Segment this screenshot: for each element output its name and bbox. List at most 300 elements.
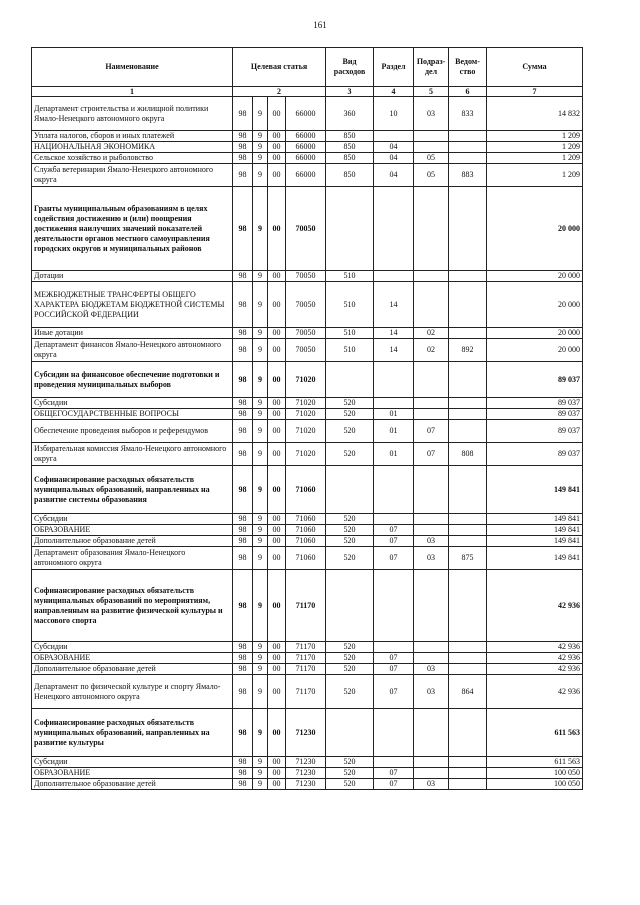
- table-row: [32, 271, 583, 282]
- agency-code: [449, 570, 487, 642]
- agency-code: [449, 420, 487, 443]
- table-row: [32, 164, 583, 187]
- expense-type: 510: [326, 282, 374, 328]
- agency-code: [449, 768, 487, 779]
- amount: 89 037: [487, 420, 583, 443]
- target-code-program: 98: [233, 757, 253, 768]
- target-code-program: 98: [233, 409, 253, 420]
- target-code-group: 00: [268, 514, 286, 525]
- target-code-program: 98: [233, 675, 253, 709]
- target-code-item: 70050: [286, 339, 326, 362]
- header-exp-type: Вид расходов: [326, 48, 374, 87]
- target-code-program: 98: [233, 642, 253, 653]
- section-code: [374, 570, 414, 642]
- target-code-program: 98: [233, 664, 253, 675]
- amount: 89 037: [487, 409, 583, 420]
- target-code-group: 00: [268, 570, 286, 642]
- target-code-program: 98: [233, 420, 253, 443]
- amount: 20 000: [487, 339, 583, 362]
- agency-code: [449, 153, 487, 164]
- target-code-item: 70050: [286, 282, 326, 328]
- table-row: [32, 570, 583, 642]
- section-code: 07: [374, 547, 414, 570]
- subsection-code: 07: [414, 420, 449, 443]
- header-section: Раздел: [374, 48, 414, 87]
- table-row: [32, 709, 583, 757]
- amount: 149 841: [487, 547, 583, 570]
- subsection-code: [414, 142, 449, 153]
- row-name: Софинансирование расходных обязательств муниципальных образований по мероприятиям, направленным на развитие физической культуры и массового спорта: [32, 570, 233, 642]
- header-agency: Ведом-ство: [449, 48, 487, 87]
- target-code-program: 98: [233, 653, 253, 664]
- agency-code: 883: [449, 164, 487, 187]
- target-code-item: 71060: [286, 547, 326, 570]
- subsection-code: [414, 271, 449, 282]
- target-code-item: 66000: [286, 131, 326, 142]
- target-code-sub: 9: [253, 131, 268, 142]
- target-code-sub: 9: [253, 420, 268, 443]
- row-name: Департамент образования Ямало-Ненецкого автономного округа: [32, 547, 233, 570]
- table-row: [32, 768, 583, 779]
- agency-code: [449, 282, 487, 328]
- target-code-item: 71060: [286, 514, 326, 525]
- expense-type: 520: [326, 536, 374, 547]
- expense-type: 520: [326, 514, 374, 525]
- target-code-sub: 9: [253, 362, 268, 398]
- amount: 89 037: [487, 398, 583, 409]
- target-code-program: 98: [233, 514, 253, 525]
- row-name: Уплата налогов, сборов и иных платежей: [32, 131, 233, 142]
- target-code-item: 71020: [286, 362, 326, 398]
- expense-type: 520: [326, 642, 374, 653]
- table-row: [32, 362, 583, 398]
- target-code-program: 98: [233, 282, 253, 328]
- target-code-group: 00: [268, 142, 286, 153]
- subsection-code: 03: [414, 779, 449, 790]
- table-row: [32, 547, 583, 570]
- expense-type: 850: [326, 153, 374, 164]
- agency-code: [449, 328, 487, 339]
- target-code-sub: 9: [253, 443, 268, 466]
- target-code-sub: 9: [253, 187, 268, 271]
- row-name: Субсидии: [32, 642, 233, 653]
- expense-type: 850: [326, 142, 374, 153]
- target-code-program: 98: [233, 131, 253, 142]
- target-code-sub: 9: [253, 282, 268, 328]
- target-code-group: 00: [268, 187, 286, 271]
- amount: 20 000: [487, 328, 583, 339]
- subsection-code: [414, 525, 449, 536]
- target-code-item: 71230: [286, 779, 326, 790]
- target-code-program: 98: [233, 97, 253, 131]
- target-code-program: 98: [233, 547, 253, 570]
- section-code: [374, 398, 414, 409]
- subsection-code: 02: [414, 328, 449, 339]
- amount: 42 936: [487, 570, 583, 642]
- section-code: 07: [374, 664, 414, 675]
- target-code-program: 98: [233, 328, 253, 339]
- target-code-item: 71170: [286, 664, 326, 675]
- target-code-group: 00: [268, 153, 286, 164]
- expense-type: 360: [326, 97, 374, 131]
- amount: 20 000: [487, 282, 583, 328]
- amount: 89 037: [487, 362, 583, 398]
- table-row: [32, 525, 583, 536]
- target-code-group: 00: [268, 664, 286, 675]
- subsection-code: [414, 131, 449, 142]
- section-code: 01: [374, 409, 414, 420]
- table-row: [32, 443, 583, 466]
- target-code-sub: 9: [253, 664, 268, 675]
- header-target: Целевая статья: [233, 48, 326, 87]
- section-code: [374, 362, 414, 398]
- expense-type: [326, 570, 374, 642]
- target-code-sub: 9: [253, 339, 268, 362]
- budget-table: [31, 47, 583, 790]
- subsection-code: [414, 653, 449, 664]
- expense-type: 510: [326, 271, 374, 282]
- target-code-item: 66000: [286, 97, 326, 131]
- amount: 611 563: [487, 757, 583, 768]
- target-code-program: 98: [233, 466, 253, 514]
- target-code-program: 98: [233, 339, 253, 362]
- row-name: Департамент строительства и жилищной политики Ямало-Ненецкого автономного округа: [32, 97, 233, 131]
- expense-type: 520: [326, 525, 374, 536]
- agency-code: [449, 142, 487, 153]
- target-code-group: 00: [268, 420, 286, 443]
- target-code-group: 00: [268, 466, 286, 514]
- target-code-program: 98: [233, 153, 253, 164]
- target-code-sub: 9: [253, 164, 268, 187]
- table-row: [32, 409, 583, 420]
- target-code-group: 00: [268, 97, 286, 131]
- agency-code: [449, 466, 487, 514]
- row-name: Софинансирование расходных обязательств муниципальных образований, направленных на развитие культуры: [32, 709, 233, 757]
- target-code-group: 00: [268, 271, 286, 282]
- subsection-code: [414, 757, 449, 768]
- subsection-code: [414, 768, 449, 779]
- section-code: 10: [374, 97, 414, 131]
- subsection-code: 03: [414, 547, 449, 570]
- table-row: [32, 339, 583, 362]
- amount: 1 209: [487, 153, 583, 164]
- table-row: [32, 131, 583, 142]
- table-row: [32, 664, 583, 675]
- target-code-item: 66000: [286, 164, 326, 187]
- target-code-sub: 9: [253, 709, 268, 757]
- amount: 1 209: [487, 142, 583, 153]
- target-code-sub: 9: [253, 757, 268, 768]
- section-code: [374, 271, 414, 282]
- target-code-sub: 9: [253, 675, 268, 709]
- target-code-item: 71020: [286, 443, 326, 466]
- expense-type: [326, 187, 374, 271]
- expense-type: [326, 362, 374, 398]
- subsection-code: [414, 466, 449, 514]
- section-code: 07: [374, 536, 414, 547]
- target-code-item: 71020: [286, 420, 326, 443]
- section-code: [374, 131, 414, 142]
- amount: 42 936: [487, 675, 583, 709]
- agency-code: [449, 131, 487, 142]
- section-code: 07: [374, 675, 414, 709]
- target-code-item: 71230: [286, 757, 326, 768]
- target-code-sub: 9: [253, 768, 268, 779]
- amount: 20 000: [487, 271, 583, 282]
- section-code: [374, 642, 414, 653]
- target-code-sub: 9: [253, 153, 268, 164]
- table-row: [32, 642, 583, 653]
- row-name: Дополнительное образование детей: [32, 536, 233, 547]
- row-name: Служба ветеринарии Ямало-Ненецкого автономного округа: [32, 164, 233, 187]
- column-number-row: [32, 87, 583, 97]
- row-name: Департамент финансов Ямало-Ненецкого автономного округа: [32, 339, 233, 362]
- agency-code: [449, 664, 487, 675]
- row-name: Субсидии: [32, 398, 233, 409]
- column-number: 1: [32, 87, 233, 97]
- target-code-sub: 9: [253, 525, 268, 536]
- amount: 149 841: [487, 536, 583, 547]
- row-name: Дотации: [32, 271, 233, 282]
- agency-code: 892: [449, 339, 487, 362]
- expense-type: 520: [326, 779, 374, 790]
- section-code: 07: [374, 779, 414, 790]
- target-code-group: 00: [268, 547, 286, 570]
- target-code-sub: 9: [253, 536, 268, 547]
- expense-type: 520: [326, 398, 374, 409]
- subsection-code: 03: [414, 536, 449, 547]
- table-row: [32, 97, 583, 131]
- row-name: Обеспечение проведения выборов и референдумов: [32, 420, 233, 443]
- agency-code: [449, 779, 487, 790]
- expense-type: 520: [326, 409, 374, 420]
- target-code-sub: 9: [253, 97, 268, 131]
- target-code-group: 00: [268, 282, 286, 328]
- amount: 1 209: [487, 164, 583, 187]
- table-row: [32, 153, 583, 164]
- section-code: 04: [374, 153, 414, 164]
- amount: 42 936: [487, 653, 583, 664]
- row-name: Департамент по физической культуре и спорту Ямало-Ненецкого автономного округа: [32, 675, 233, 709]
- target-code-item: 71170: [286, 642, 326, 653]
- target-code-program: 98: [233, 525, 253, 536]
- subsection-code: [414, 187, 449, 271]
- table-row: [32, 757, 583, 768]
- target-code-sub: 9: [253, 328, 268, 339]
- target-code-sub: 9: [253, 271, 268, 282]
- row-name: Субсидии: [32, 514, 233, 525]
- row-name: Субсидии: [32, 757, 233, 768]
- target-code-item: 71170: [286, 570, 326, 642]
- section-code: [374, 709, 414, 757]
- agency-code: [449, 409, 487, 420]
- table-row: [32, 536, 583, 547]
- target-code-item: 71060: [286, 466, 326, 514]
- subsection-code: 03: [414, 97, 449, 131]
- agency-code: [449, 187, 487, 271]
- subsection-code: 05: [414, 164, 449, 187]
- expense-type: 520: [326, 420, 374, 443]
- agency-code: 875: [449, 547, 487, 570]
- target-code-group: 00: [268, 525, 286, 536]
- agency-code: [449, 514, 487, 525]
- row-name: Иные дотации: [32, 328, 233, 339]
- row-name: Субсидии на финансовое обеспечение подготовки и проведения муниципальных выборов: [32, 362, 233, 398]
- subsection-code: [414, 642, 449, 653]
- section-code: 14: [374, 328, 414, 339]
- expense-type: 520: [326, 653, 374, 664]
- row-name: Дополнительное образование детей: [32, 664, 233, 675]
- target-code-program: 98: [233, 536, 253, 547]
- section-code: [374, 514, 414, 525]
- amount: 611 563: [487, 709, 583, 757]
- target-code-group: 00: [268, 536, 286, 547]
- amount: 14 832: [487, 97, 583, 131]
- target-code-sub: 9: [253, 142, 268, 153]
- target-code-group: 00: [268, 768, 286, 779]
- target-code-item: 71020: [286, 398, 326, 409]
- target-code-program: 98: [233, 271, 253, 282]
- subsection-code: 02: [414, 339, 449, 362]
- agency-code: [449, 398, 487, 409]
- target-code-program: 98: [233, 142, 253, 153]
- row-name: Дополнительное образование детей: [32, 779, 233, 790]
- target-code-item: 70050: [286, 328, 326, 339]
- subsection-code: [414, 709, 449, 757]
- subsection-code: 03: [414, 664, 449, 675]
- section-code: 01: [374, 443, 414, 466]
- table-row: [32, 328, 583, 339]
- target-code-group: 00: [268, 675, 286, 709]
- agency-code: [449, 709, 487, 757]
- amount: 100 050: [487, 779, 583, 790]
- target-code-sub: 9: [253, 409, 268, 420]
- section-code: 07: [374, 768, 414, 779]
- target-code-group: 00: [268, 443, 286, 466]
- subsection-code: [414, 398, 449, 409]
- row-name: Гранты муниципальным образованиям в целях содействия достижению и (или) поощрения достижения наилучших значений показателей деятельности органов местного самоуправления городских округов и муниципальных районов: [32, 187, 233, 271]
- row-name: ОБРАЗОВАНИЕ: [32, 525, 233, 536]
- agency-code: 833: [449, 97, 487, 131]
- target-code-sub: 9: [253, 466, 268, 514]
- target-code-group: 00: [268, 398, 286, 409]
- column-number: 6: [449, 87, 487, 97]
- target-code-program: 98: [233, 779, 253, 790]
- target-code-item: 70050: [286, 271, 326, 282]
- table-row: [32, 779, 583, 790]
- agency-code: [449, 362, 487, 398]
- target-code-program: 98: [233, 443, 253, 466]
- column-number: 5: [414, 87, 449, 97]
- target-code-group: 00: [268, 709, 286, 757]
- row-name: НАЦИОНАЛЬНАЯ ЭКОНОМИКА: [32, 142, 233, 153]
- subsection-code: 05: [414, 153, 449, 164]
- target-code-group: 00: [268, 362, 286, 398]
- target-code-group: 00: [268, 653, 286, 664]
- target-code-item: 71060: [286, 525, 326, 536]
- table-row: [32, 514, 583, 525]
- target-code-program: 98: [233, 570, 253, 642]
- table-row: [32, 675, 583, 709]
- agency-code: 864: [449, 675, 487, 709]
- expense-type: 850: [326, 164, 374, 187]
- expense-type: 520: [326, 768, 374, 779]
- target-code-sub: 9: [253, 779, 268, 790]
- target-code-item: 71060: [286, 536, 326, 547]
- row-name: МЕЖБЮДЖЕТНЫЕ ТРАНСФЕРТЫ ОБЩЕГО ХАРАКТЕРА БЮДЖЕТАМ БЮДЖЕТНОЙ СИСТЕМЫ РОССИЙСКОЙ ФЕДЕРАЦИИ: [32, 282, 233, 328]
- target-code-sub: 9: [253, 570, 268, 642]
- section-code: 01: [374, 420, 414, 443]
- subsection-code: [414, 362, 449, 398]
- expense-type: 520: [326, 443, 374, 466]
- row-name: Избирательная комиссия Ямало-Ненецкого автономного округа: [32, 443, 233, 466]
- target-code-group: 00: [268, 409, 286, 420]
- amount: 89 037: [487, 443, 583, 466]
- section-code: 14: [374, 282, 414, 328]
- amount: 42 936: [487, 642, 583, 653]
- amount: 1 209: [487, 131, 583, 142]
- subsection-code: 07: [414, 443, 449, 466]
- expense-type: 520: [326, 664, 374, 675]
- agency-code: [449, 757, 487, 768]
- expense-type: 510: [326, 339, 374, 362]
- target-code-item: 66000: [286, 142, 326, 153]
- target-code-program: 98: [233, 768, 253, 779]
- target-code-sub: 9: [253, 514, 268, 525]
- target-code-item: 71170: [286, 675, 326, 709]
- target-code-group: 00: [268, 131, 286, 142]
- row-name: ОБРАЗОВАНИЕ: [32, 653, 233, 664]
- target-code-item: 70050: [286, 187, 326, 271]
- target-code-item: 71230: [286, 768, 326, 779]
- table-row: [32, 420, 583, 443]
- header-row: [32, 48, 583, 87]
- target-code-group: 00: [268, 328, 286, 339]
- table-row: [32, 398, 583, 409]
- expense-type: 510: [326, 328, 374, 339]
- amount: 149 841: [487, 525, 583, 536]
- header-name: Наименование: [32, 48, 233, 87]
- subsection-code: 03: [414, 675, 449, 709]
- expense-type: 520: [326, 675, 374, 709]
- amount: 149 841: [487, 466, 583, 514]
- agency-code: [449, 271, 487, 282]
- target-code-group: 00: [268, 339, 286, 362]
- agency-code: [449, 536, 487, 547]
- header-sum: Сумма: [487, 48, 583, 87]
- subsection-code: [414, 282, 449, 328]
- section-code: 07: [374, 653, 414, 664]
- target-code-sub: 9: [253, 642, 268, 653]
- agency-code: [449, 642, 487, 653]
- row-name: Сельское хозяйство и рыболовство: [32, 153, 233, 164]
- row-name: ОБЩЕГОСУДАРСТВЕННЫЕ ВОПРОСЫ: [32, 409, 233, 420]
- section-code: 14: [374, 339, 414, 362]
- target-code-group: 00: [268, 779, 286, 790]
- subsection-code: [414, 570, 449, 642]
- header-subsection: Подраз-дел: [414, 48, 449, 87]
- agency-code: [449, 653, 487, 664]
- target-code-item: 71230: [286, 709, 326, 757]
- target-code-item: 66000: [286, 153, 326, 164]
- row-name: Софинансирование расходных обязательств муниципальных образований, направленных на развитие системы образования: [32, 466, 233, 514]
- table-row: [32, 653, 583, 664]
- section-code: 04: [374, 142, 414, 153]
- section-code: 07: [374, 525, 414, 536]
- column-number: 2: [233, 87, 326, 97]
- expense-type: [326, 709, 374, 757]
- subsection-code: [414, 514, 449, 525]
